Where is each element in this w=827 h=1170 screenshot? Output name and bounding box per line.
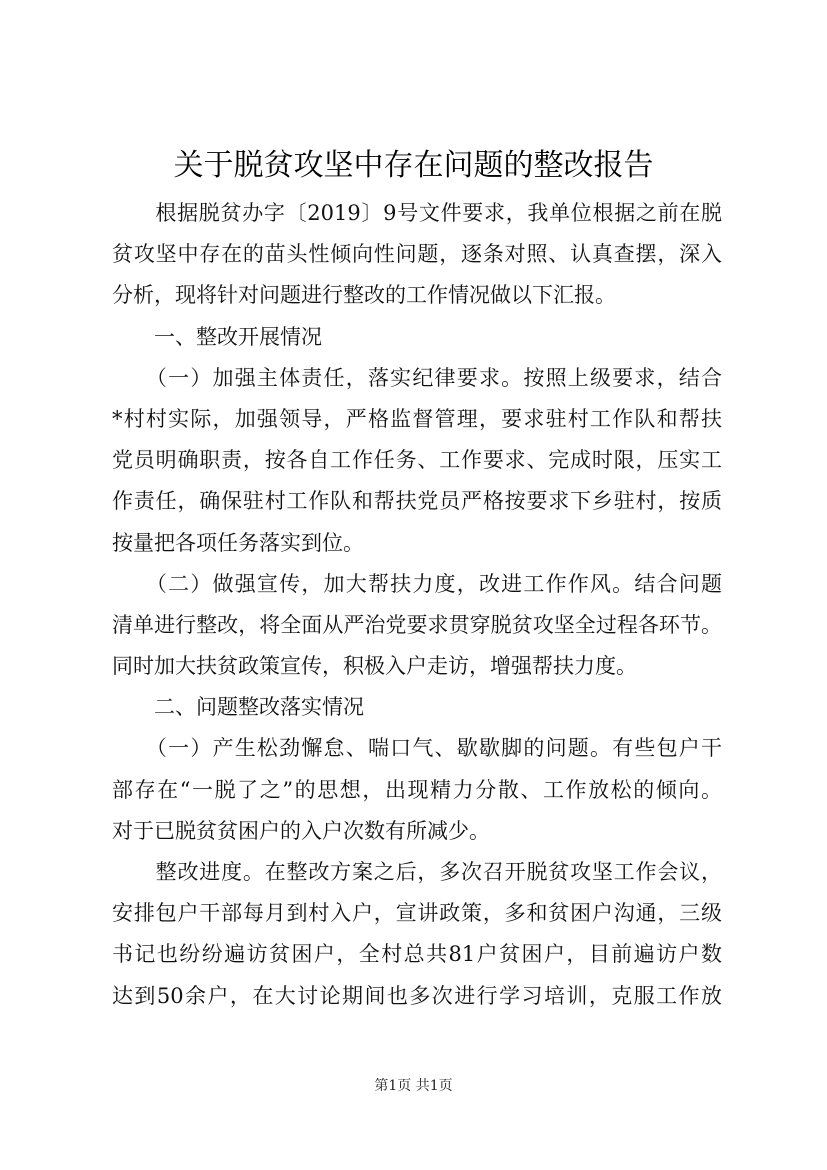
text-line: 同时加大扶贫政策宣传，积极入户走访，增强帮扶力度。 xyxy=(112,654,637,679)
text-line: 清单进行整改，将全面从严治党要求贯穿脱贫攻坚全过程各环节。 xyxy=(112,612,722,637)
text-line: 二、问题整改落实情况 xyxy=(112,695,364,720)
text-line: （一）加强主体责任，落实纪律要求。按照上级要求，结合 xyxy=(112,365,722,390)
text-line: 作责任，确保驻村工作队和帮扶党员严格按要求下乡驻村，按质 xyxy=(112,489,722,514)
document-body xyxy=(112,193,722,1017)
text-line: （二）做强宣传，加大帮扶力度，改进工作作风。结合问题 xyxy=(112,571,722,596)
text-line: *村村实际，加强领导，严格监督管理，要求驻村工作队和帮扶 xyxy=(112,406,722,431)
page-footer: 第1页 共1页 xyxy=(374,1078,453,1094)
text-line: 整改进度。在整改方案之后，多次召开脱贫攻坚工作会议， xyxy=(112,860,722,884)
text-line: 达到50余户，在大讨论期间也多次进行学习培训，克服工作放 xyxy=(112,983,722,1008)
text-line: 对于已脱贫贫困户的入户次数有所减少。 xyxy=(112,818,490,843)
text-line: 安排包户干部每月到村入户，宣讲政策，多和贫困户沟通，三级 xyxy=(112,901,722,926)
text-line: 一、整改开展情况 xyxy=(112,324,322,349)
text-line: 按量把各项任务落实到位。 xyxy=(112,530,364,555)
text-line: 分析，现将针对问题进行整改的工作情况做以下汇报。 xyxy=(112,283,616,308)
document-title: 关于脱贫攻坚中存在问题的整改报告 xyxy=(173,148,654,183)
text-line: 书记也纷纷遍访贫困户，全村总共81户贫困户，目前遍访户数 xyxy=(112,942,722,967)
text-line: 部存在“一脱了之”的思想，出现精力分散、工作放松的倾向。 xyxy=(112,777,722,802)
text-line: 党员明确职责，按各自工作任务、工作要求、完成时限，压实工 xyxy=(112,448,722,473)
text-line: 根据脱贫办字〔2019〕9号文件要求，我单位根据之前在脱 xyxy=(112,201,722,225)
text-line: （一）产生松劲懈怠、喘口气、歇歇脚的问题。有些包户干 xyxy=(112,736,722,761)
text-line: 贫攻坚中存在的苗头性倾向性问题，逐条对照、认真查摆，深入 xyxy=(112,242,722,267)
